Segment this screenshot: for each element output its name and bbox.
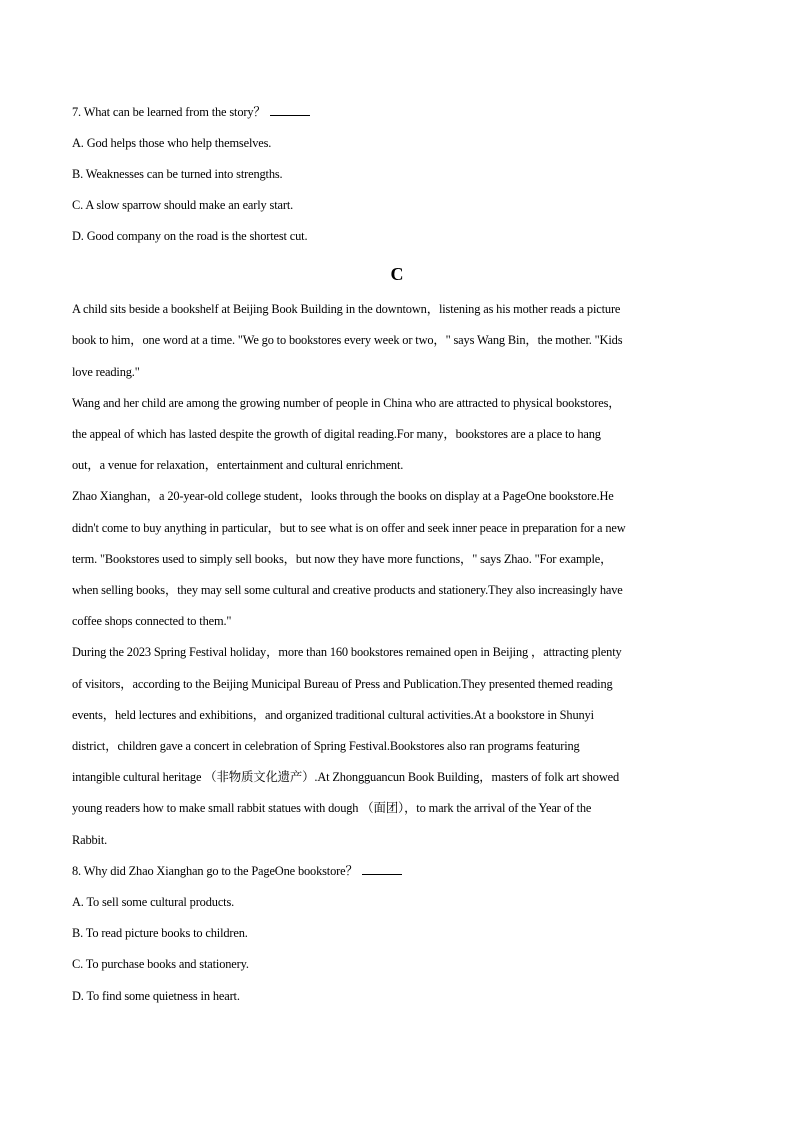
option-a: A. God helps those who help themselves. (72, 136, 272, 150)
question-7 (72, 104, 310, 120)
passage-line: out，a venue for relaxation，entertainment and cultural enrichment. (72, 458, 404, 472)
passage-line: love reading." (72, 365, 140, 379)
passage-line: term. "Bookstores used to simply sell books，but now they have more functions，" says Zhao. "For example， (72, 552, 613, 566)
question-8-text: 8. Why did Zhao Xianghan go to the PageOne bookstore？ (72, 864, 358, 878)
passage-line: Rabbit. (72, 833, 108, 847)
question-8 (72, 863, 402, 879)
passage-line: when selling books，they may sell some cultural and creative products and stationery.They also increasingly have (72, 583, 623, 597)
passage-line: Wang and her child are among the growing number of people in China who are attracted to physical bookstores， (72, 396, 621, 410)
answer-blank (270, 114, 310, 116)
passage-line: book to him，one word at a time. "We go to bookstores every week or two，" says Wang Bin，the mother. "Kids (72, 333, 623, 347)
passage-line: During the 2023 Spring Festival holiday，more than 160 bookstores remained open in Beijing ，attracting plenty (72, 645, 622, 659)
option-c: C. To purchase books and stationery. (72, 957, 249, 971)
option-d: D. Good company on the road is the shortest cut. (72, 229, 308, 243)
passage-line: A child sits beside a bookshelf at Beijing Book Building in the downtown，listening as his mother reads a picture (72, 302, 621, 316)
question-7-text: 7. What can be learned from the story？ (72, 105, 266, 119)
passage-line: district，children gave a concert in celebration of Spring Festival.Bookstores also ran programs featuring (72, 739, 580, 753)
option-b: B. Weaknesses can be turned into strengths. (72, 167, 283, 181)
option-c: C. A slow sparrow should make an early start. (72, 198, 294, 212)
option-b: B. To read picture books to children. (72, 926, 248, 940)
answer-blank (362, 873, 402, 875)
section-heading: C (390, 264, 404, 284)
option-a: A. To sell some cultural products. (72, 895, 235, 909)
passage-line: events，held lectures and exhibitions，and organized traditional cultural activities.At a bookstore in Shunyi (72, 708, 594, 722)
option-d: D. To find some quietness in heart. (72, 989, 240, 1003)
passage-line: the appeal of which has lasted despite the growth of digital reading.For many，bookstores are a place to hang (72, 427, 601, 441)
passage-line: of visitors，according to the Beijing Municipal Bureau of Press and Publication.They presented themed reading (72, 677, 613, 691)
passage-line: Zhao Xianghan，a 20-year-old college student，looks through the books on display at a PageOne bookstore.He (72, 489, 614, 503)
passage-line: didn't come to buy anything in particular，but to see what is on offer and seek inner peace in preparation for a new (72, 521, 626, 535)
passage-line: young readers how to make small rabbit statues with dough （面团），to mark the arrival of the Year of the (72, 801, 592, 815)
passage-line: intangible cultural heritage （非物质文化遗产）.At Zhongguancun Book Building，masters of folk art showed (72, 770, 620, 784)
passage-line: coffee shops connected to them." (72, 614, 232, 628)
